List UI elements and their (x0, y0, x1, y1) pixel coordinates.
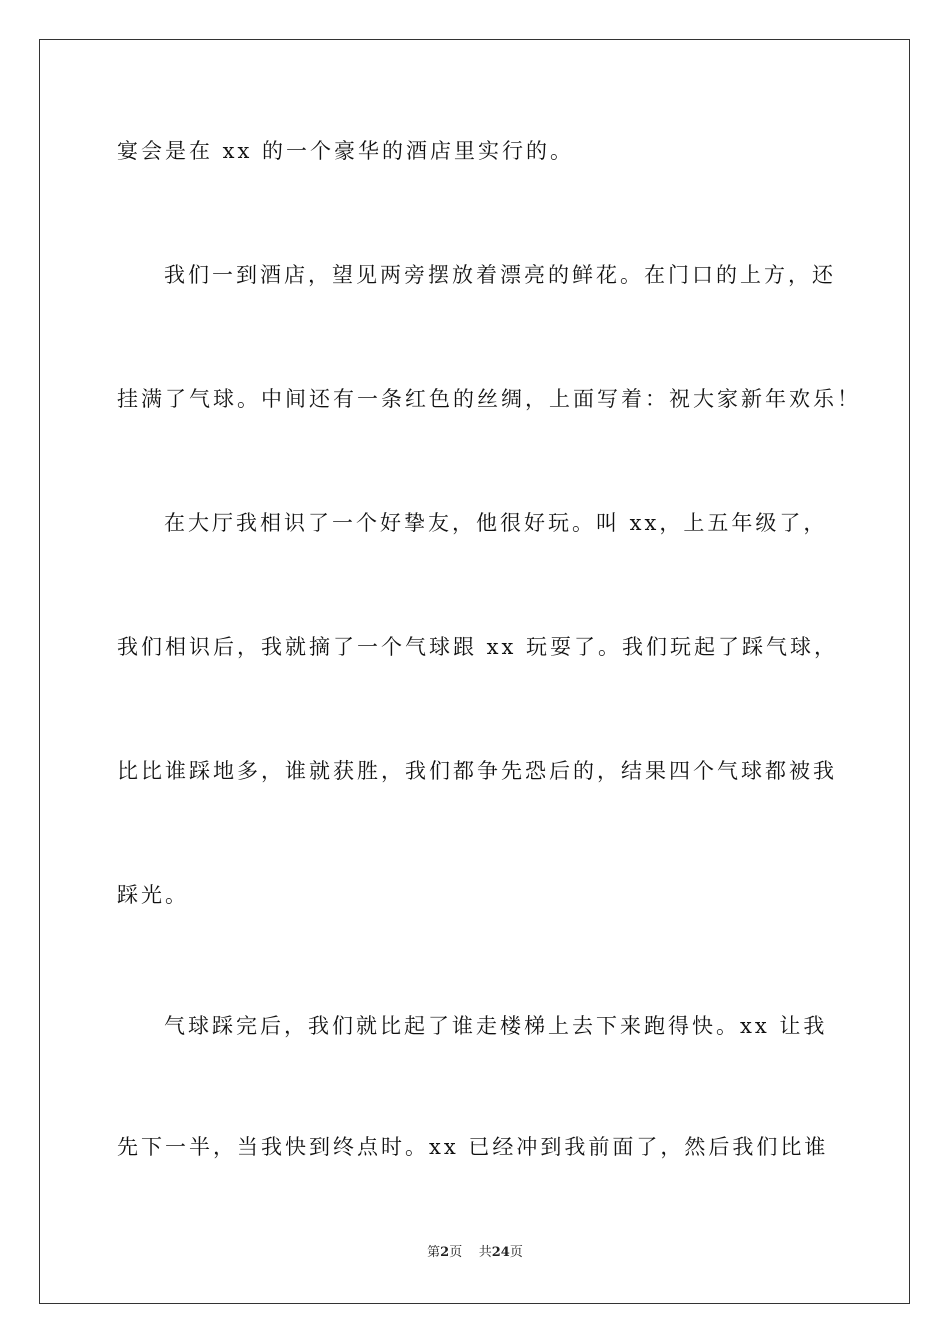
text-line-6: 比比谁踩地多，谁就获胜，我们都争先恐后的，结果四个气球都被我 (117, 759, 837, 783)
total-pages: 24 (491, 1245, 510, 1260)
page-suffix: 页 (449, 1245, 463, 1260)
page-footer (0, 1244, 950, 1262)
text-line-7: 踩光。 (117, 883, 189, 907)
page-frame (39, 39, 910, 1304)
text-line-3: 挂满了气球。中间还有一条红色的丝绸，上面写着：祝大家新年欢乐！ (117, 387, 861, 411)
page-prefix: 第 (427, 1245, 441, 1260)
text-line-9: 先下一半，当我快到终点时。xx 已经冲到我前面了，然后我们比谁 (117, 1135, 829, 1159)
text-line-1: 宴会是在 xx 的一个豪华的酒店里实行的。 (117, 139, 575, 163)
total-prefix: 共 (478, 1245, 492, 1260)
text-line-8: 气球踩完后，我们就比起了谁走楼梯上去下来跑得快。xx 让我 (164, 1014, 828, 1038)
total-suffix: 页 (509, 1245, 523, 1260)
text-line-5: 我们相识后，我就摘了一个气球跟 xx 玩耍了。我们玩起了踩气球， (117, 635, 839, 659)
text-line-4: 在大厅我相识了一个好挚友，他很好玩。叫 xx，上五年级了， (164, 511, 828, 535)
page-number: 2 (440, 1245, 450, 1260)
text-line-2: 我们一到酒店，望见两旁摆放着漂亮的鲜花。在门口的上方，还 (164, 263, 836, 287)
